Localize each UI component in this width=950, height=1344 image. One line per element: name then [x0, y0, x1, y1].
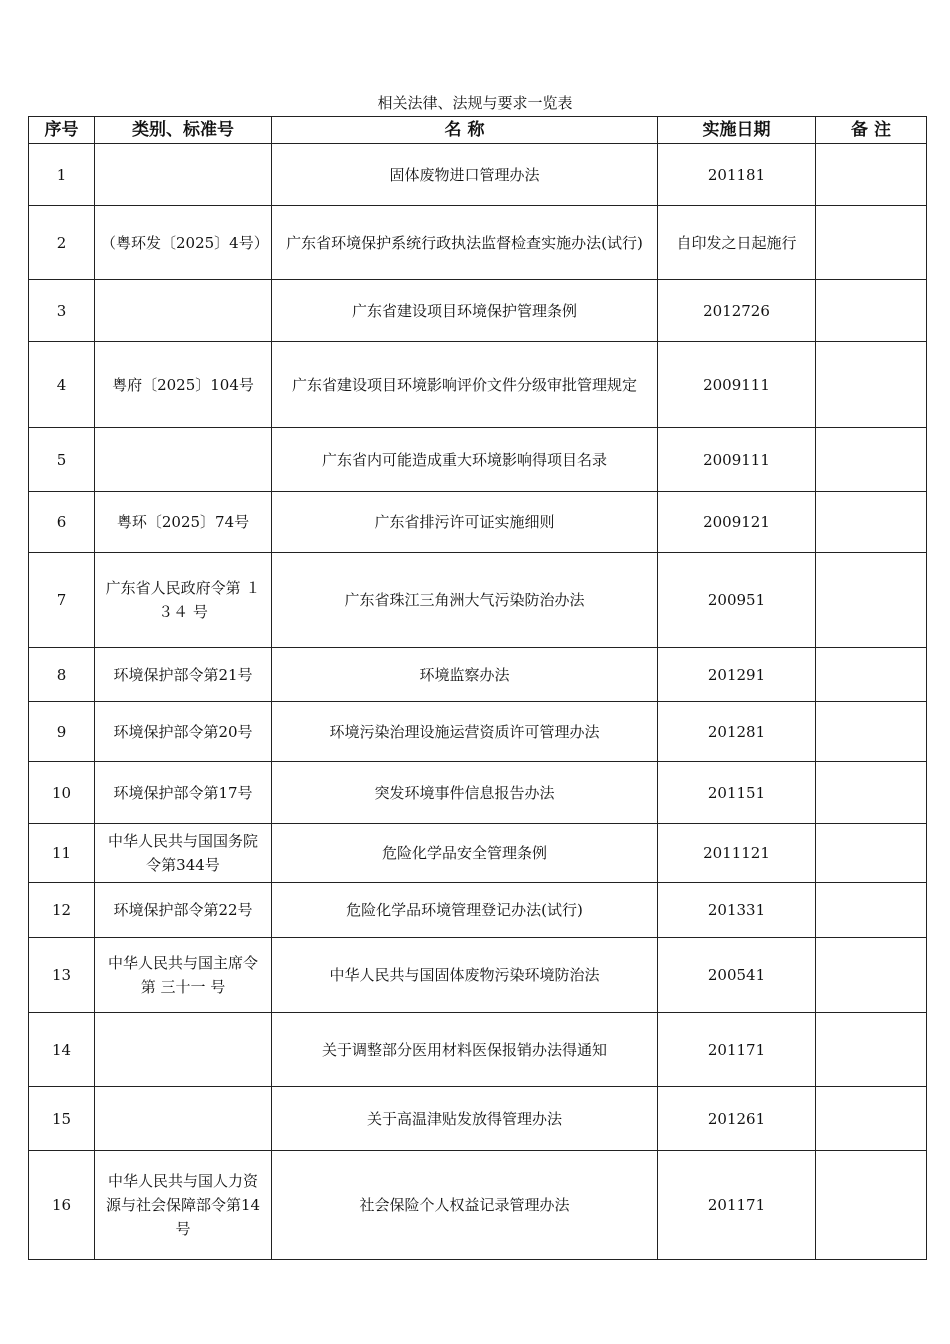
- cell-category: [95, 144, 272, 206]
- cell-name: 固体废物进口管理办法: [272, 144, 658, 206]
- cell-name: 广东省内可能造成重大环境影响得项目名录: [272, 428, 658, 492]
- cell-date: 201281: [658, 702, 816, 762]
- cell-category: 中华人民共与国主席令 第 三十一 号: [95, 938, 272, 1013]
- cell-no: 16: [29, 1151, 95, 1260]
- cell-name: 关于高温津贴发放得管理办法: [272, 1087, 658, 1151]
- cell-category: [95, 280, 272, 342]
- cell-name: 环境污染治理设施运营资质许可管理办法: [272, 702, 658, 762]
- cell-name: 社会保险个人权益记录管理办法: [272, 1151, 658, 1260]
- cell-date: 自印发之日起施行: [658, 206, 816, 280]
- cell-note: [816, 206, 927, 280]
- cell-category: 广东省人民政府令第 １３４ 号: [95, 553, 272, 648]
- cell-date: 2011121: [658, 824, 816, 883]
- cell-no: 8: [29, 648, 95, 702]
- table-row: [29, 280, 927, 342]
- cell-no: 11: [29, 824, 95, 883]
- cell-date: 200951: [658, 553, 816, 648]
- cell-note: [816, 1087, 927, 1151]
- cell-date: 2009111: [658, 428, 816, 492]
- cell-no: 15: [29, 1087, 95, 1151]
- header-date: 实施日期: [658, 117, 816, 144]
- cell-no: 5: [29, 428, 95, 492]
- cell-name: 环境监察办法: [272, 648, 658, 702]
- cell-name: 危险化学品环境管理登记办法(试行): [272, 883, 658, 938]
- cell-date: 2009111: [658, 342, 816, 428]
- cell-note: [816, 883, 927, 938]
- header-no: 序号: [29, 117, 95, 144]
- cell-note: [816, 648, 927, 702]
- cell-name: 广东省建设项目环境影响评价文件分级审批管理规定: [272, 342, 658, 428]
- cell-date: 200541: [658, 938, 816, 1013]
- table-row: [29, 938, 927, 1013]
- cell-no: 6: [29, 492, 95, 553]
- cell-category: [95, 1087, 272, 1151]
- cell-date: 2012726: [658, 280, 816, 342]
- cell-no: 7: [29, 553, 95, 648]
- header-note: 备 注: [816, 117, 927, 144]
- cell-date: 201291: [658, 648, 816, 702]
- cell-no: 14: [29, 1013, 95, 1087]
- cell-no: 3: [29, 280, 95, 342]
- cell-no: 4: [29, 342, 95, 428]
- regulations-table: [28, 116, 927, 1260]
- cell-category: 中华人民共与国人力资源与社会保障部令第14号: [95, 1151, 272, 1260]
- cell-name: 广东省建设项目环境保护管理条例: [272, 280, 658, 342]
- cell-category: [95, 428, 272, 492]
- cell-category: （粤环发〔2025〕4号）: [95, 206, 272, 280]
- cell-no: 1: [29, 144, 95, 206]
- cell-note: [816, 280, 927, 342]
- cell-note: [816, 1151, 927, 1260]
- cell-name: 突发环境事件信息报告办法: [272, 762, 658, 824]
- table-row: [29, 762, 927, 824]
- cell-note: [816, 428, 927, 492]
- table-row: [29, 1013, 927, 1087]
- table-row: [29, 1151, 927, 1260]
- cell-date: 201261: [658, 1087, 816, 1151]
- table-row: [29, 492, 927, 553]
- cell-note: [816, 553, 927, 648]
- cell-date: 2009121: [658, 492, 816, 553]
- cell-name: 危险化学品安全管理条例: [272, 824, 658, 883]
- cell-category: 环境保护部令第21号: [95, 648, 272, 702]
- cell-no: 10: [29, 762, 95, 824]
- cell-category: 中华人民共与国国务院令第344号: [95, 824, 272, 883]
- cell-note: [816, 342, 927, 428]
- cell-note: [816, 762, 927, 824]
- header-name: 名 称: [272, 117, 658, 144]
- cell-category: 粤环〔2025〕74号: [95, 492, 272, 553]
- cell-note: [816, 1013, 927, 1087]
- cell-date: 201181: [658, 144, 816, 206]
- cell-category: [95, 1013, 272, 1087]
- table-row: [29, 206, 927, 280]
- cell-note: [816, 702, 927, 762]
- cell-note: [816, 938, 927, 1013]
- header-category: 类别、标准号: [95, 117, 272, 144]
- table-header-row: [29, 117, 927, 144]
- cell-category: 环境保护部令第22号: [95, 883, 272, 938]
- table-row: [29, 428, 927, 492]
- cell-category: 粤府〔2025〕104号: [95, 342, 272, 428]
- table-row: [29, 1087, 927, 1151]
- cell-no: 9: [29, 702, 95, 762]
- cell-note: [816, 824, 927, 883]
- cell-date: 201171: [658, 1151, 816, 1260]
- cell-date: 201171: [658, 1013, 816, 1087]
- cell-category: 环境保护部令第20号: [95, 702, 272, 762]
- cell-note: [816, 492, 927, 553]
- table-row: [29, 824, 927, 883]
- cell-name: 关于调整部分医用材料医保报销办法得通知: [272, 1013, 658, 1087]
- cell-category: 环境保护部令第17号: [95, 762, 272, 824]
- table-row: [29, 342, 927, 428]
- cell-date: 201151: [658, 762, 816, 824]
- cell-date: 201331: [658, 883, 816, 938]
- cell-name: 中华人民共与国固体废物污染环境防治法: [272, 938, 658, 1013]
- table-row: [29, 553, 927, 648]
- cell-name: 广东省环境保护系统行政执法监督检查实施办法(试行): [272, 206, 658, 280]
- table-row: [29, 648, 927, 702]
- table-row: [29, 144, 927, 206]
- cell-no: 13: [29, 938, 95, 1013]
- table-row: [29, 702, 927, 762]
- table-row: [29, 883, 927, 938]
- cell-no: 12: [29, 883, 95, 938]
- cell-name: 广东省珠江三角洲大气污染防治办法: [272, 553, 658, 648]
- cell-note: [816, 144, 927, 206]
- cell-no: 2: [29, 206, 95, 280]
- cell-name: 广东省排污许可证实施细则: [272, 492, 658, 553]
- page-title: 相关法律、法规与要求一览表: [377, 94, 573, 112]
